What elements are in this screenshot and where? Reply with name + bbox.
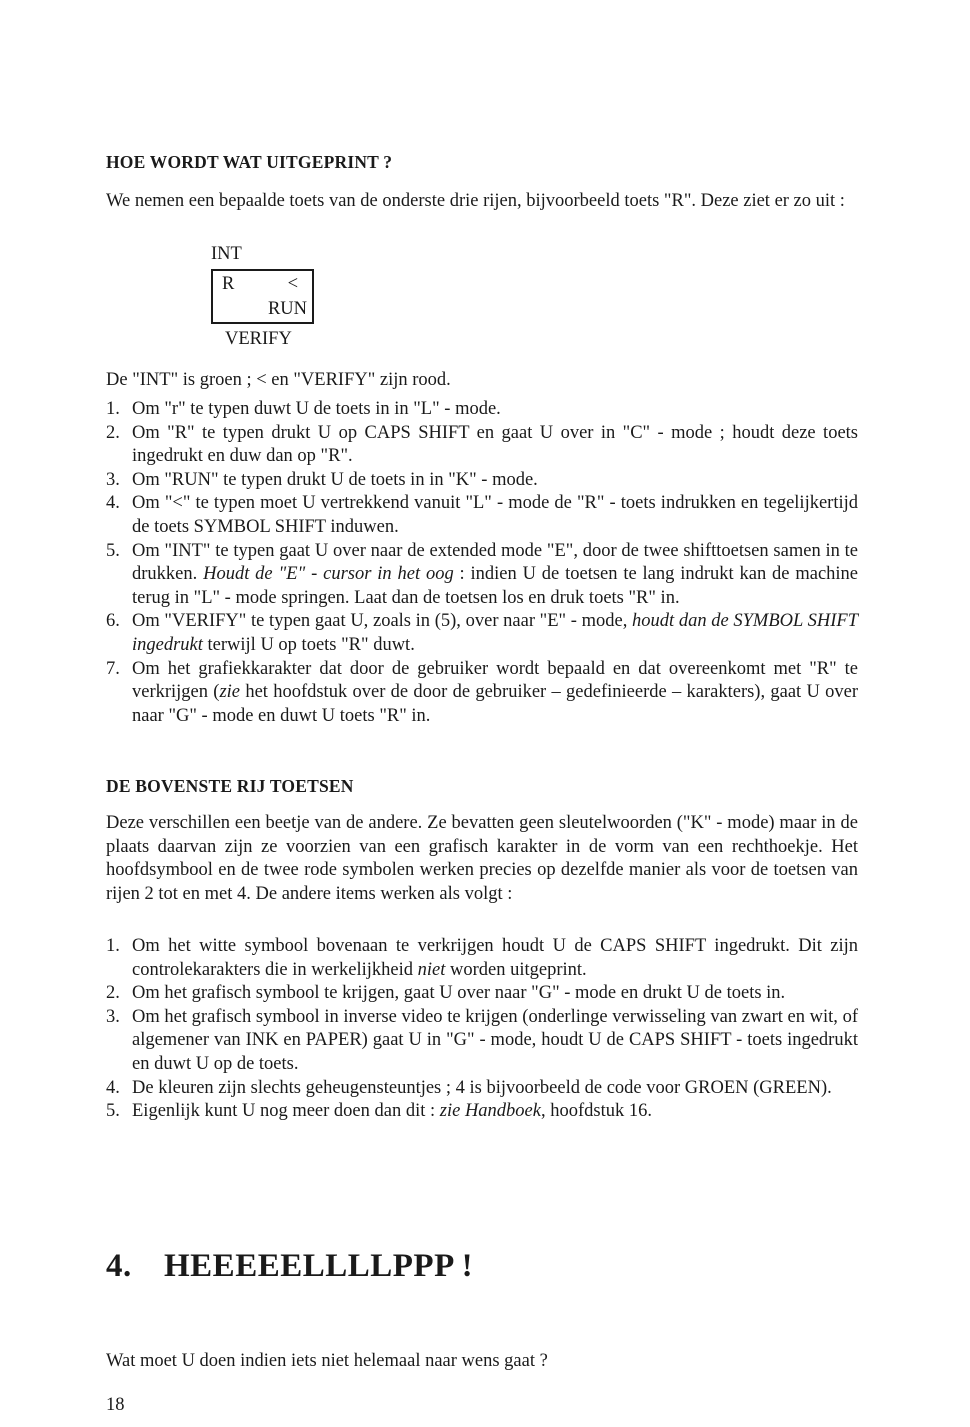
closing-question: Wat moet U doen indien iets niet helemaal naar wens gaat ? [106,1351,548,1371]
intro-paragraph: We nemen een bepaalde toets van de onderste drie rijen, bijvoorbeeld toets "R". Deze ziet er zo uit : [106,191,845,211]
list-item: 1. Om het witte symbool bovenaan te verkrijgen houdt U de CAPS SHIFT ingedrukt. Dit zijn controlekarakters die in werkelijkheid niet worden uitgeprint. [106,936,858,980]
list-item: 7. Om het grafiekkarakter dat door de gebruiker wordt bepaald en dat overeenkomt met "R" te verkrijgen (zie het hoofdstuk over de door de gebruiker – gedefinieerde – karakters), gaat U over naar "G" - mode en duwt U toets "R" in. [106,658,858,726]
key-bottom-label: VERIFY [225,329,292,349]
list-item: 6. Om "VERIFY" te typen gaat U, zoals in (5), over naar "E" - mode, houdt dan de SYMBOL SHIFT ingedrukt terwijl U op toets "R" duwt. [106,611,858,655]
key-top-label: INT [211,244,242,264]
section-heading: DE BOVENSTE RIJ TOETSEN [106,776,354,796]
list-item: 2. Om "R" te typen drukt U op CAPS SHIFT en gaat U over in "C" - mode ; houdt deze toets ingedrukt en duw dan op "R". [106,422,858,467]
intro-paragraph: Deze verschillen een beetje van de andere. Ze bevatten geen sleutelwoorden ("K" - mode) maar in de plaats daarvan zijn ze voorzien van een grafisch karakter in de vorm van een rechthoekje. Het hoofdsymbool en de twee rode symbolen werken precies op dezelfde manier als voor de toetsen van rijen 2 tot en met 4. De andere items werken als volgt : [106,813,858,904]
list-item: 2. Om het grafisch symbool te krijgen, gaat U over naar "G" - mode en drukt U de toets in. [106,983,786,1004]
section-heading: HOE WORDT WAT UITGEPRINT ? [106,152,393,172]
section2-list [106,935,858,1124]
key-box [211,269,314,324]
key-symbol: < [287,274,298,294]
key-keyword: RUN [267,299,307,319]
list-item: 5. Eigenlijk kunt U nog meer doen dan dit : zie Handboek, hoofdstuk 16. [106,1101,652,1122]
chapter-title: HEEEEELLLLPPP ! [164,1248,474,1284]
list-item: 4. De kleuren zijn slechts geheugensteuntjes ; 4 is bijvoorbeeld de code voor GROEN (GREEN). [106,1077,832,1098]
list-item: 1. Om "r" te typen duwt U de toets in in "L" - mode. [106,399,501,419]
chapter-heading [106,1248,473,1285]
list-item: 4. Om "<" te typen moet U vertrekkend vanuit "L" - mode de "R" - toets indrukken en tegelijkertijd de toets SYMBOL SHIFT induwen. [106,493,858,537]
section1-list [106,398,858,728]
list-item: 3. Om het grafisch symbool in inverse video te krijgen (onderlinge verwisseling van zwart en wit, of algemener van INK en PAPER) gaat U in "G" - mode, houdt U de CAPS SHIFT - toets ingedrukt en duwt U op de toets. [106,1006,858,1074]
chapter-number: 4. [106,1248,132,1284]
list-item: 3. Om "RUN" te typen drukt U de toets in in "K" - mode. [106,469,538,490]
colors-line: De "INT" is groen ; < en "VERIFY" zijn rood. [106,370,451,390]
page-number: 18 [106,1395,125,1415]
key-main-letter: R [222,274,235,294]
list-item: 5. Om "INT" te typen gaat U over naar de extended mode "E", door de twee shifttoetsen samen in te drukken. Houdt de "E" - cursor in het oog : indien U de toetsen te lang indrukt kan de machine terug in "L" - mode springen. Laat dan de toetsen los en druk toets "R" in. [106,540,859,608]
